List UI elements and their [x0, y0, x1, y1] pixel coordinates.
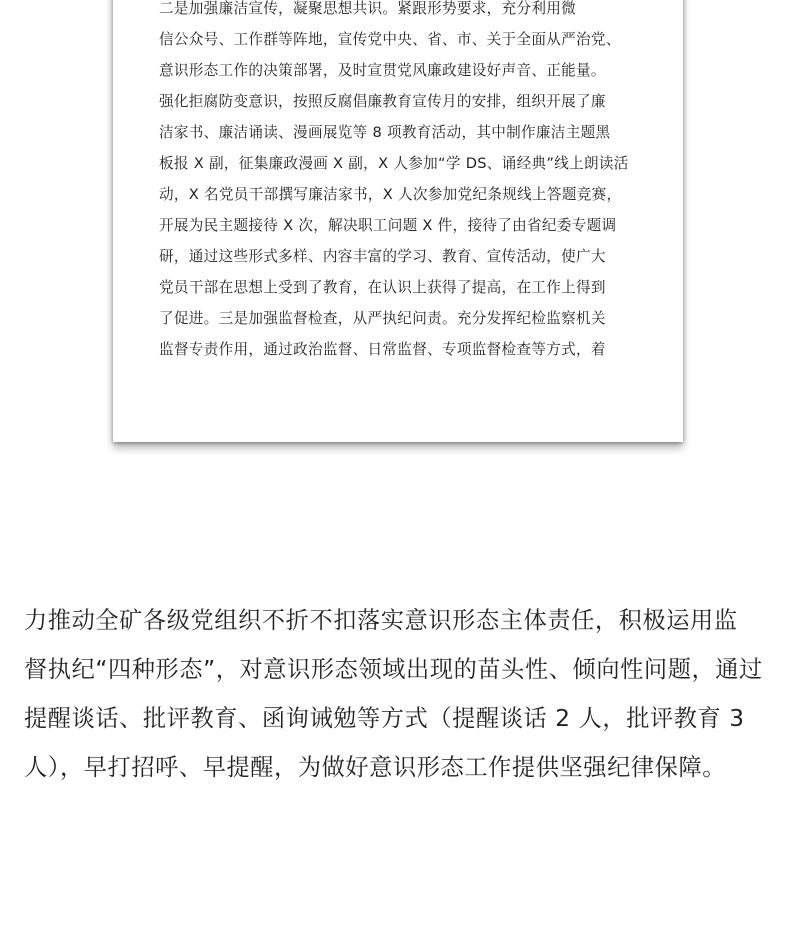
excerpt-line: 洁家书、廉洁诵读、漫画展览等 8 项教育活动，其中制作廉洁主题黑	[159, 124, 611, 141]
excerpt-line: 开展为民主题接待 X 次，解决职工问题 X 件，接待了由省纪委专题调	[159, 217, 617, 234]
body-line: 力推动全矿各级党组织不折不扣落实意识形态主体责任，积极运用监	[24, 607, 738, 634]
excerpt-line: 党员干部在思想上受到了教育，在认识上获得了提高，在工作上得到	[159, 279, 606, 296]
body-line: 人），早打招呼、早提醒，为做好意识形态工作提供坚强纪律保障。	[24, 754, 727, 781]
body-line: 提醒谈话、批评教育、函询诫勉等方式（提醒谈话 2 人，批评教育 3	[24, 705, 745, 732]
excerpt-paragraph	[159, 0, 649, 365]
excerpt-line: 监督专责作用，通过政治监督、日常监督、专项监督检查等方式，着	[159, 341, 606, 358]
excerpt-line: 强化拒腐防变意识，按照反腐倡廉教育宣传月的安排，组织开展了廉	[159, 93, 606, 110]
document-excerpt-card	[113, 0, 683, 442]
excerpt-line: 了促进。三是加强监督检查，从严执纪问责。充分发挥纪检监察机关	[159, 310, 606, 327]
excerpt-line: 信公众号、工作群等阵地，宣传党中央、省、市、关于全面从严治党、	[159, 31, 621, 48]
excerpt-line: 板报 X 副，征集廉政漫画 X 副，X 人参加“学 DS、诵经典”线上朗读活	[159, 155, 629, 172]
excerpt-line: 二是加强廉洁宣传，凝聚思想共识。紧跟形势要求，充分利用微	[159, 0, 577, 17]
excerpt-line: 研，通过这些形式多样、内容丰富的学习、教育、宣传活动，使广大	[159, 248, 606, 265]
excerpt-line: 动，X 名党员干部撰写廉洁家书，X 人次参加党纪条规线上答题竞赛，	[159, 186, 622, 203]
body-line: 督执纪“四种形态”，对意识形态领域出现的苗头性、倾向性问题，通过	[24, 656, 763, 683]
body-paragraph	[24, 596, 784, 792]
excerpt-line: 意识形态工作的决策部署，及时宣贯党风廉政建设好声音、正能量。	[159, 62, 606, 79]
